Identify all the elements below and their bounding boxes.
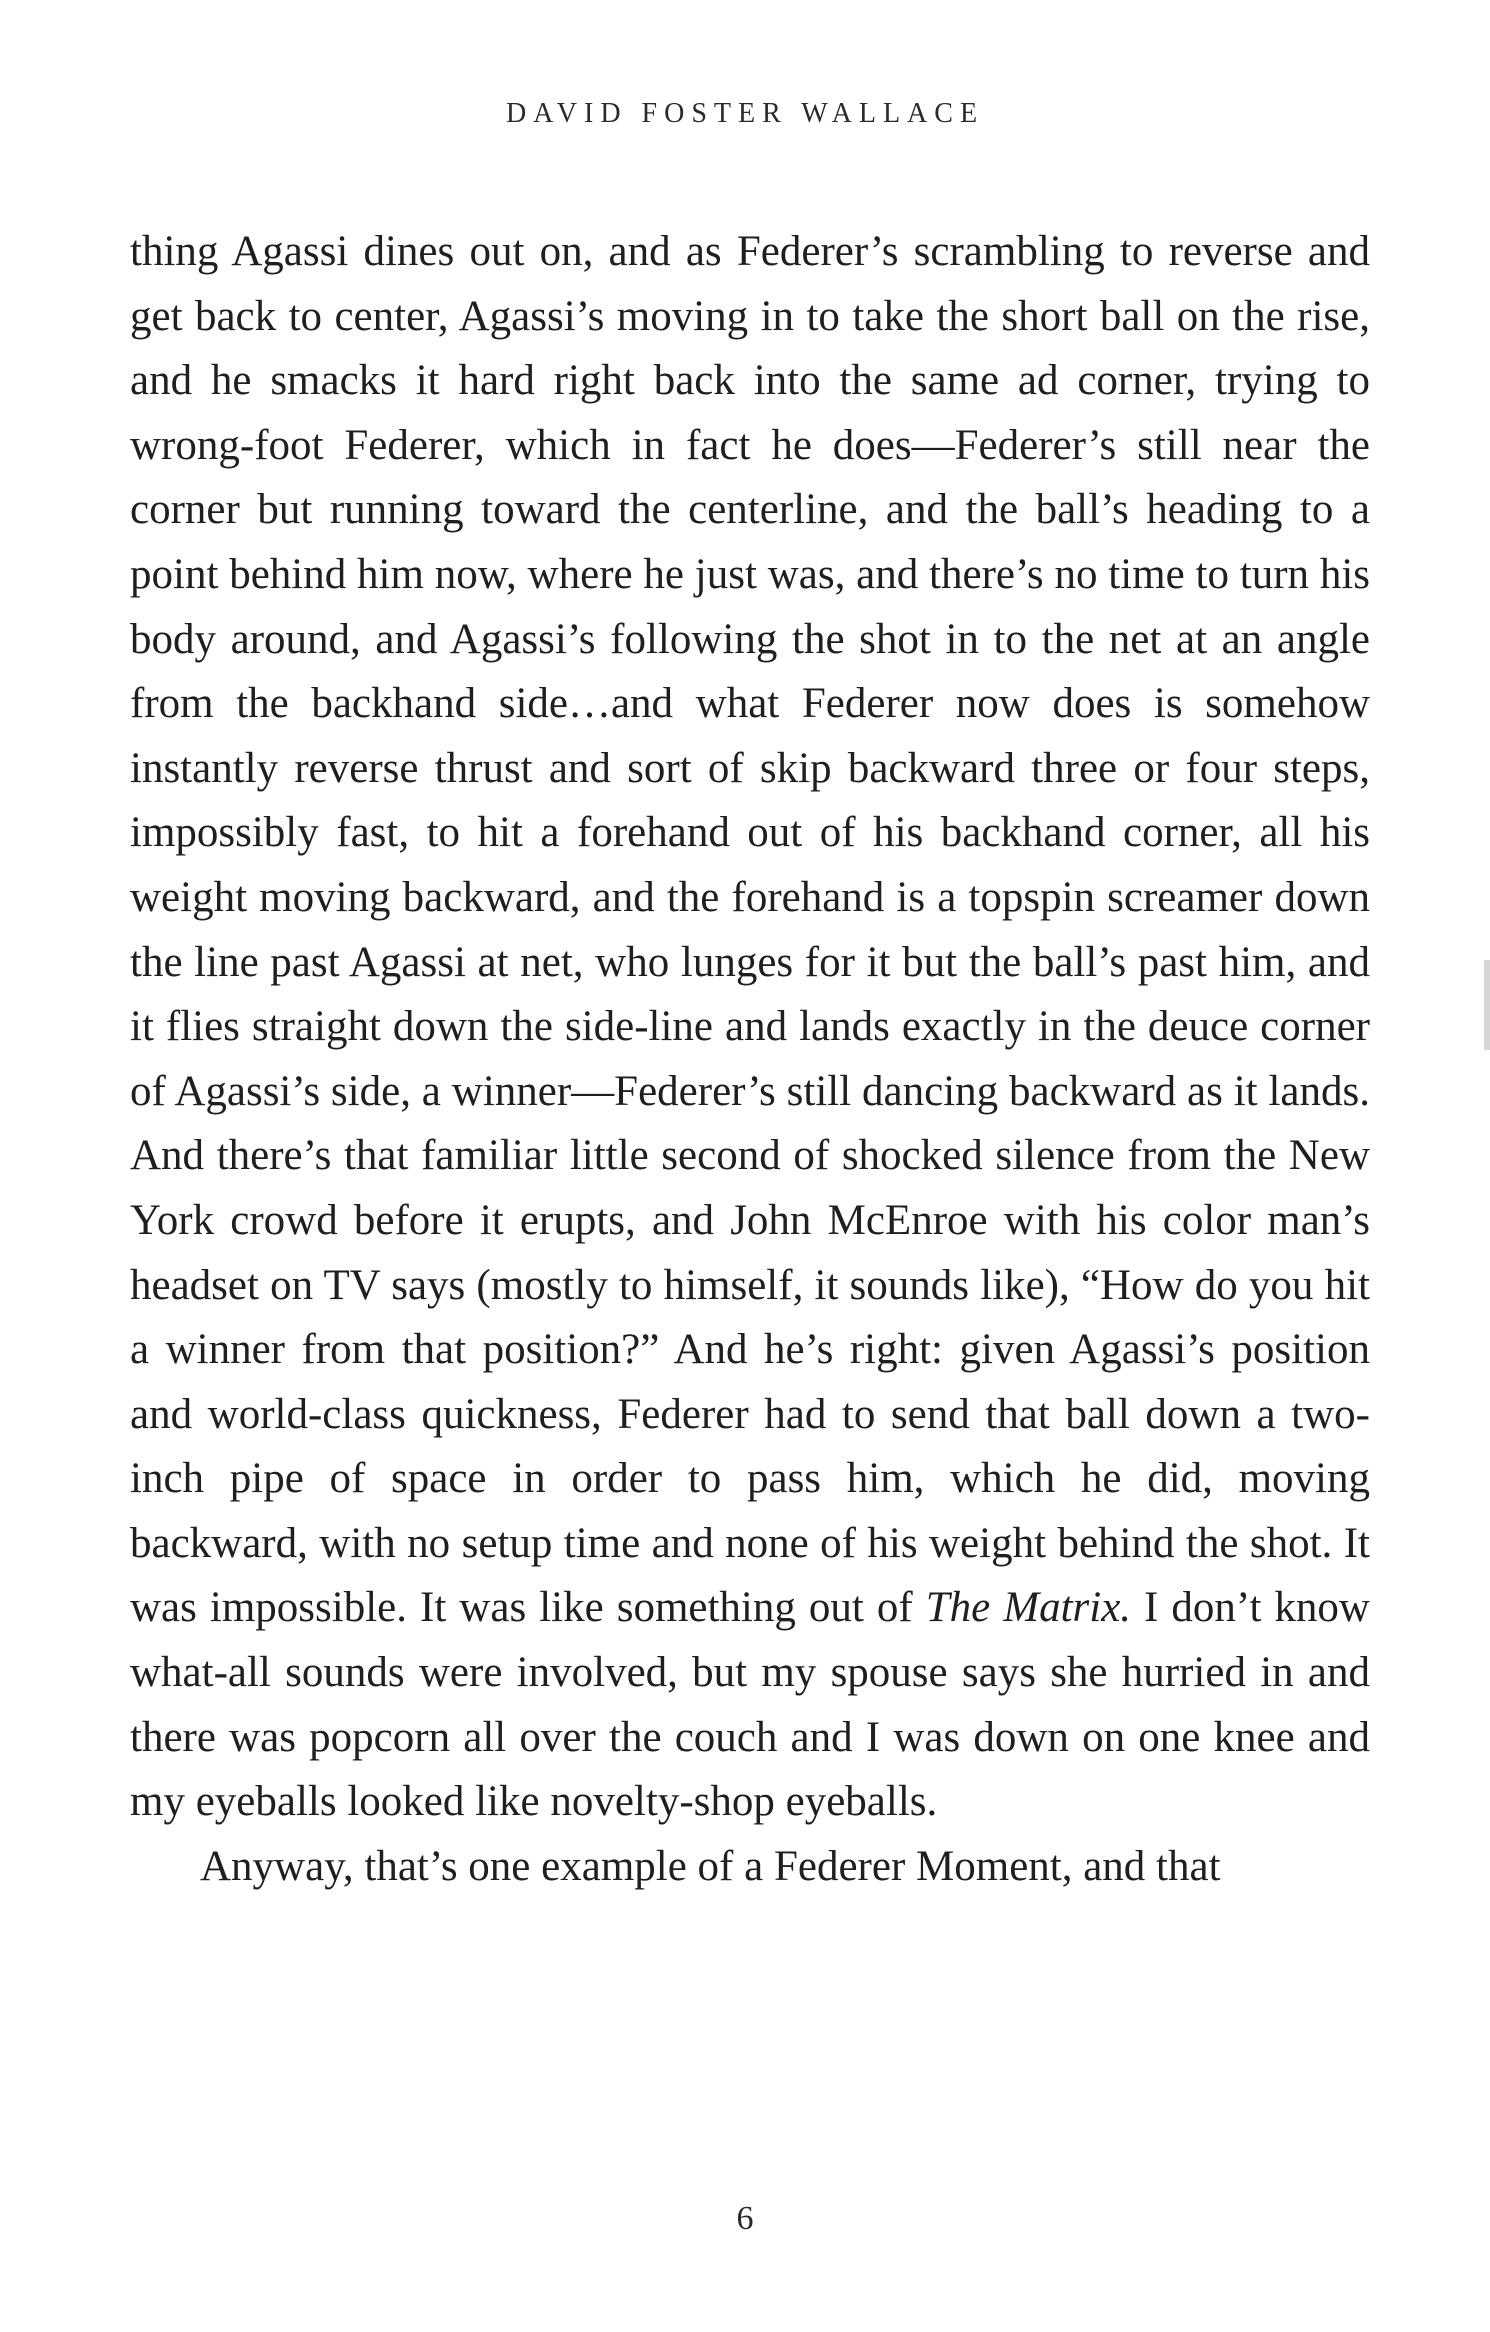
paragraph-1 [130, 220, 1370, 1835]
paragraph-1-text-a: thing Agassi dines out on, and as Federer’s scrambling to reverse and get back to center, Agassi’s moving in to take the short ball on the rise, and he smacks it hard right back into the same ad corner, trying to wrong-foot Federer, which in fact he does—Federer’s still near the corner but running toward the centerline, and the ball’s heading to a point behind him now, where he just was, and there’s no time to turn his body around, and Agassi’s following the shot in to the net at an angle from the backhand side…and what Federer now does is somehow instantly reverse thrust and sort of skip backward three or four steps, impossibly fast, to hit a forehand out of his backhand corner, all his weight moving backward, and the forehand is a topspin screamer down the line past Agassi at net, who lunges for it but the ball’s past him, and it flies straight down the side-line and lands exactly in the deuce corner of Agassi’s side, a winner—Federer’s still dancing backward as it lands. And there’s that familiar little second of shocked silence from the New York crowd before it erupts, and John McEnroe with his color man’s headset on TV says (mostly to himself, it sounds like), “How do you hit a winner from that position?” And he’s right: given Agassi’s position and world-class quickness, Federer had to send that ball down a two-inch pipe of space in order to pass him, which he did, moving backward, with no setup time and none of his weight behind the shot. It was impossible. It was like something out of [130, 228, 1370, 1632]
running-head: DAVID FOSTER WALLACE [505, 98, 985, 129]
page-edge-shadow [1484, 960, 1490, 1050]
film-title: The Matrix. [925, 1584, 1132, 1632]
page-number: 6 [736, 2200, 754, 2237]
paragraph-2: Anyway, that’s one example of a Federer Moment, and that [200, 1842, 1221, 1890]
body-text [130, 220, 1370, 1899]
paragraph-1-text-b: I don’t know what-all sounds were involved, but my spouse says she hurried in and there was popcorn all over the couch and I was down on one knee and my eyeballs looked like novelty-shop eyeballs. [130, 1584, 1370, 1826]
